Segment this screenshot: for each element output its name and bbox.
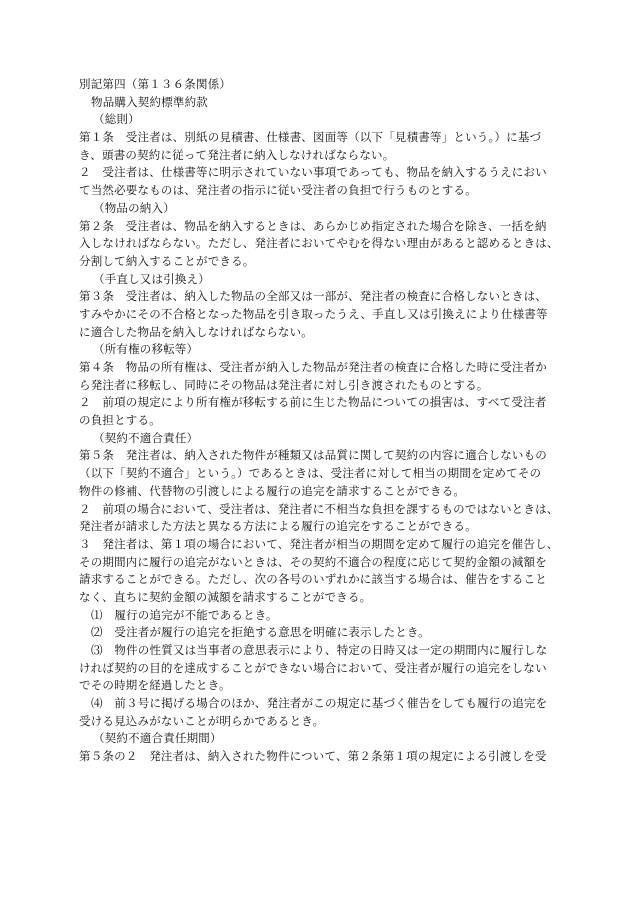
- appendix-label: 別記第四（第１３６条関係）: [79, 77, 232, 91]
- section-heading: （所有権の移転等）: [93, 342, 199, 357]
- article-line: き、頭書の契約に従って発注者に納入しなければならない。: [79, 147, 395, 162]
- document-title: 物品購入契約標準約款: [91, 94, 208, 109]
- article-line: 第３条 受注者は、納入した物品の全部又は一部が、発注者の検査に合格しないときは、: [79, 289, 547, 304]
- section-heading: （物品の納入）: [93, 200, 175, 215]
- article-line: 第５条の２ 発注者は、納入された物件について、第２条第１項の規定による引渡しを受: [79, 749, 547, 764]
- section-heading: （契約不適合責任）: [93, 430, 199, 445]
- list-item: ⑵ 受注者が履行の追完を拒絶する意思を明確に表示したとき。: [91, 625, 430, 640]
- article-line: ２ 受注者は、仕様書等に明示されていない事項であっても、物品を納入するうえにおい: [79, 165, 547, 180]
- article-line: 入しなければならない。ただし、発注者においてやむを得ない理由があると認めるときは、: [79, 236, 559, 251]
- document-page: [79, 76, 565, 766]
- article-line: て当然必要なものは、発注者の指示に従い受注者の負担で行うものとする。: [79, 183, 477, 198]
- list-item: ⑷ 前３号に掲げる場合のほか、発注者がこの規定に基づく催告をしても履行の追完を: [91, 696, 548, 711]
- article-line: ２ 前項の場合において、受注者は、発注者に不相当な負担を課するものではないときは、: [79, 501, 559, 516]
- list-item-continuation: 受ける見込みがないことが明らかであるとき。: [79, 713, 325, 728]
- article-line: 第１条 受注者は、別紙の見積書、仕様書、図面等（以下「見積書等」という。）に基づ: [79, 130, 542, 145]
- article-line: 第４条 物品の所有権は、受注者が納入した物品が発注者の検査に合格した時に受注者か: [79, 360, 547, 374]
- article-line: の負担とする。: [79, 413, 161, 428]
- section-heading: （手直し又は引換え）: [93, 271, 210, 286]
- article-line: 請求することができる。ただし、次の各号のいずれかに該当する場合は、催告をすること: [79, 572, 547, 587]
- section-heading: （契約不適合責任期間）: [93, 731, 222, 746]
- article-line: ２ 前項の規定により所有権が移転する前に生じた物品についての損害は、すべて受注者: [79, 395, 547, 410]
- article-line: 第５条 発注者は、納入された物件が種類又は品質に関して契約の内容に適合しないもの: [79, 448, 547, 463]
- article-line: 発注者が請求した方法と異なる方法による履行の追完をすることができる。: [79, 519, 477, 534]
- article-line: ３ 発注者は、第１項の場合において、発注者が相当の期間を定めて履行の追完を催告し、: [79, 536, 559, 551]
- list-item: ⑴ 履行の追完が不能であるとき。: [91, 607, 278, 622]
- article-line: 第２条 受注者は、物品を納入するときは、あらかじめ指定された場合を除き、一括を納: [79, 218, 547, 233]
- section-heading: （総則）: [93, 112, 140, 127]
- list-item-continuation: でその時期を経過したとき。: [79, 678, 231, 693]
- article-line: ら発注者に移転し、同時にその物品は発注者に対し引き渡されたものとする。: [79, 377, 489, 392]
- article-line: なく、直ちに契約金額の減額を請求することができる。: [79, 589, 372, 604]
- article-line: に適合した物品を納入しなければならない。: [79, 324, 313, 339]
- list-item: ⑶ 物件の性質又は当事者の意思表示により、特定の日時又は一定の期間内に履行しな: [91, 643, 548, 657]
- article-line: （以下「契約不適合」という。）であるときは、受注者に対して相当の期間を定めてその: [79, 466, 542, 481]
- article-line: 物件の修補、代替物の引渡しによる履行の追完を請求することができる。: [79, 483, 466, 498]
- article-line: すみやかにその不合格となった物品を引き取ったうえ、手直し又は引換えにより仕様書等: [79, 306, 548, 321]
- list-item-continuation: ければ契約の目的を達成することができない場合において、受注者が履行の追完をしない: [79, 660, 547, 675]
- article-line: その期間内に履行の追完がないときは、その契約不適合の程度に応じて契約金額の減額を: [79, 554, 547, 569]
- article-line: 分割して納入することができる。: [79, 253, 255, 268]
